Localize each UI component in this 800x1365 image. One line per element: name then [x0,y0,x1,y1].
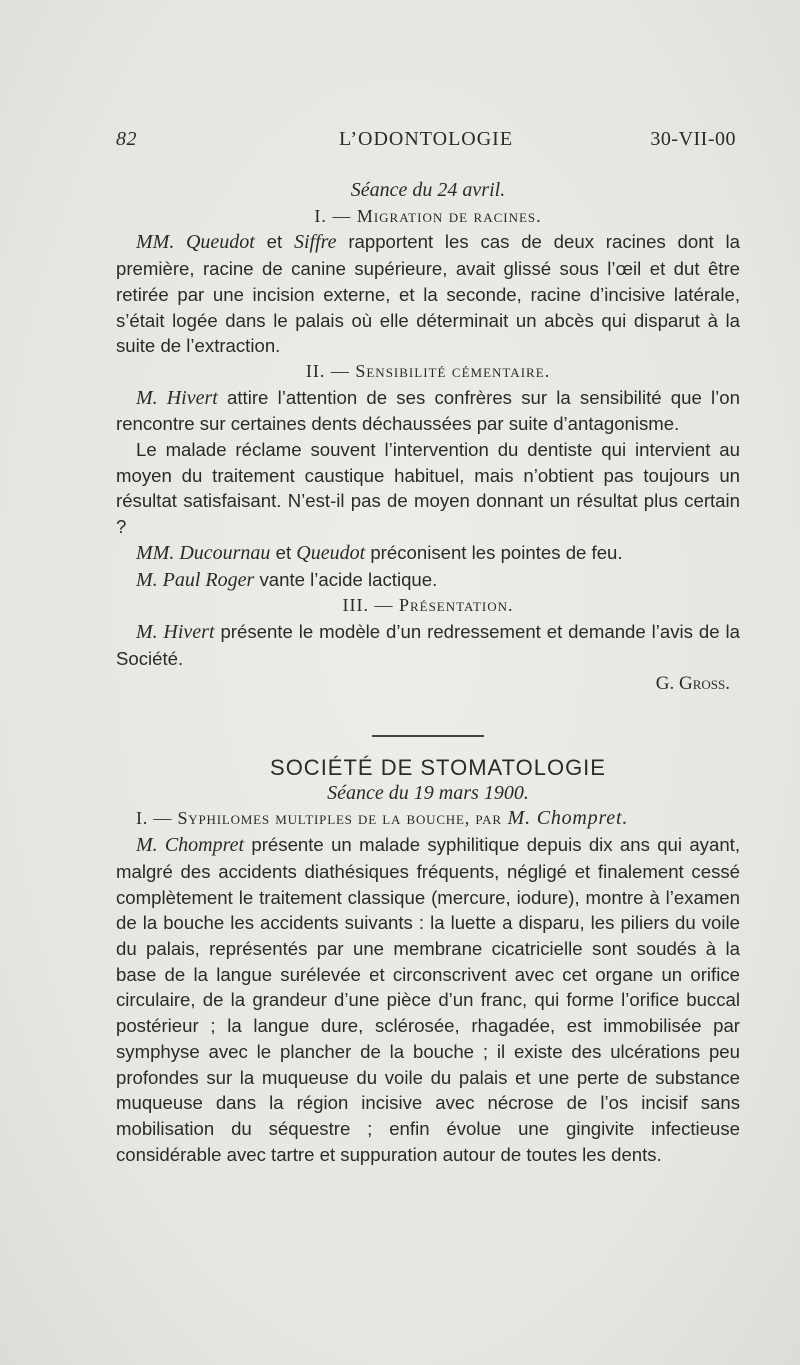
section-heading-2: II. — Sensibilité cémentaire. [305,360,551,381]
section-heading-3: III. — Présentation. [342,595,514,616]
paragraph-sensibilite-1: M. Hivert attire l’attention de ses confrères sur la sensibilité que l’on rencontre sur certaines dents déchaussées par suite d’antagonisme. [116,386,740,435]
journal-title: L’ODONTOLOGIE [338,128,514,150]
society-heading: SOCIÉTÉ DE STOMATOLOGIE [270,755,606,781]
section-heading-1: I. — Migration de racines. [314,205,542,226]
speaker-name: MM. Ducournau [136,541,271,564]
section-divider [372,735,484,737]
speaker-name: Queudot [296,541,366,564]
author-signature: G. Gross. [655,673,730,695]
speaker-names: MM. Queudot [136,231,255,254]
speaker-name: Siffre [293,231,337,254]
paragraph-presentation: M. Hivert présente le modèle d’un redressement et demande l’avis de la Société. [116,620,740,669]
paragraph-sensibilite-2: Le malade réclame souvent l’intervention du dentiste qui intervient au moyen du traitement caustique habituel, mais n’obtient pas toujours un résultat satisfaisant. N’est-il pas de moyen donnant un résultat plus certain ? [116,439,740,538]
running-header [116,128,736,158]
paragraph-syphilomes: M. Chompret présente un malade syphilitique depuis dix ans qui ayant, malgré des accidents diathésiques fréquents, négligé et finalement cessé complètement le traitement classique (mercure, iodure), montre à l’examen de la bouche les accidents suivants : la luette a disparu, les piliers du voile du palais, représentés par une membrane cicatricielle sont soudés à la base de la langue surélevée et circonscrivent avec cet organe un orifice circulaire, de la grandeur d’une pièce d’un franc, qui forme l’orifice buccal postérieur ; la langue dure, sclérosée, rhagadée, est immobilisée par symphyse avec le plancher de la bouche ; il existe des ulcérations peu profondes sur la muqueuse du voile du palais et une perte de substance muqueuse dans la région incisive avec nécrose de l’os incisif sans mobilisation du séquestre ; enfin évolue une gingivite infectieuse considérable avec tartre et suppuration autour de toutes les dents. [116,834,740,1165]
article-body [116,178,740,1167]
speaker-name: M. Hivert [136,386,218,409]
speaker-name: M. Chompret [136,834,245,857]
paragraph-sensibilite-3: MM. Ducournau et Queudot préconisent les pointes de feu. [136,541,623,564]
page-number: 82 [116,128,137,150]
speaker-name: M. Hivert [136,620,215,643]
session-heading-2: Séance du 19 mars 1900. [327,781,529,804]
session-heading: Séance du 24 avril. [350,179,506,201]
speaker-name: M. Paul Roger [136,568,255,591]
section-heading-syphilomes: I. — Syphilomes multiples de la bouche, par M. Chompret. [136,807,629,830]
issue-date: 30-VII-00 [650,128,736,150]
paragraph-migration: MM. Queudot et Siffre rapportent les cas de deux racines dont la première, racine de canine supérieure, avait glissé sous l’œil et dut être retirée par une incision externe, et la seconde, racine d’incisive latérale, s’était logée dans le palais où elle déterminait un abcès qui disparut à la suite de l’extraction. [116,231,740,357]
paragraph-sensibilite-4: M. Paul Roger vante l’acide lactique. [136,568,438,591]
